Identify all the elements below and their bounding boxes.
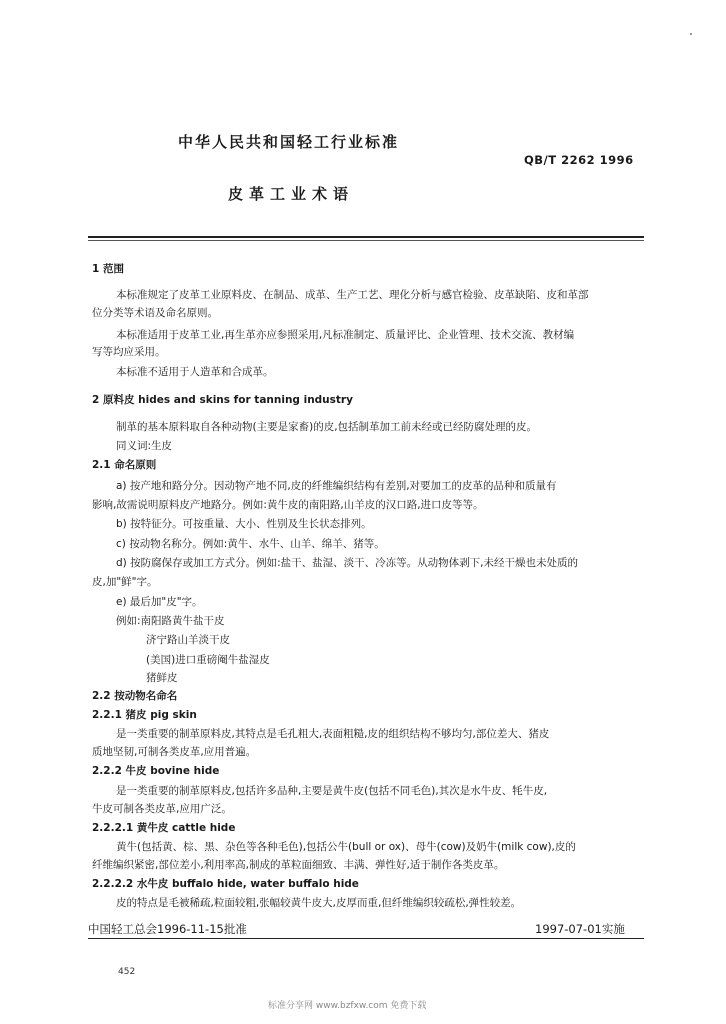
paragraph-line: b) 按特征分。可按重量、大小、性别及生长状态排列。	[116, 518, 372, 530]
section-heading: 1 范围	[92, 263, 124, 275]
paragraph-line: 同义词:生皮	[116, 440, 173, 452]
org-title: 中华人民共和国轻工行业标准	[178, 133, 400, 151]
section-heading: 2.2.2.1 黄牛皮 cattle hide	[92, 822, 236, 834]
paragraph-line: 牛皮可制各类皮革,应用广泛。	[92, 803, 232, 815]
paragraph-line: 猪鲜皮	[146, 672, 178, 684]
header-rule-thin	[88, 240, 644, 241]
section-heading: 2.2.1 猪皮 pig skin	[92, 709, 197, 721]
paragraph-line: 本标准适用于皮革工业,再生革亦应参照采用,凡标准制定、质量评比、企业管理、技术交流、教材编	[116, 329, 575, 341]
paragraph-line: 位分类等术语及命名原则。	[92, 307, 218, 319]
header-rule	[88, 236, 644, 238]
paragraph-line: 纤维编织紧密,部位差小,利用率高,制成的革粒面细致、丰满、弹性好,适于制作各类皮革。	[92, 859, 505, 871]
section-heading: 2 原料皮 hides and skins for tanning industry	[92, 394, 353, 406]
paragraph-line: 是一类重要的制革原料皮,包括许多品种,主要是黄牛皮(包括不同毛色),其次是水牛皮、牦牛皮,	[116, 785, 548, 797]
watermark-text[interactable]: 标准分享网 www.bzfxw.com 免费下载	[268, 1001, 427, 1011]
paragraph-line: 本标准规定了皮革工业原料皮、在制品、成革、生产工艺、理化分析与感官检验、皮革缺陷、皮和革部	[116, 289, 589, 301]
paragraph-line: 是一类重要的制革原料皮,其特点是毛孔粗大,表面粗糙,皮的组织结构不够均匀,部位差大、猪皮	[116, 728, 550, 740]
document-title: 皮革工业术语	[228, 185, 355, 203]
paragraph-line: 济宁路山羊淡干皮	[146, 634, 230, 646]
standard-code: QB/T 2262 1996	[524, 153, 634, 167]
paragraph-line: c) 按动物名称分。例如:黄牛、水牛、山羊、绵羊、猪等。	[116, 538, 385, 550]
section-heading: 2.2.2.2 水牛皮 buffalo hide, water buffalo hide	[92, 878, 359, 890]
section-heading: 2.1 命名原则	[92, 459, 157, 471]
footer-rule	[88, 938, 644, 939]
paragraph-line: 质地坚韧,可制各类皮革,应用普遍。	[92, 746, 257, 758]
paragraph-line: a) 按产地和路分分。因动物产地不同,皮的纤维编织结构有差别,对要加工的皮革的品种和质量有	[116, 480, 557, 492]
paragraph-line: 制革的基本原料取自各种动物(主要是家畜)的皮,包括制革加工前未经或已经防腐处理的皮。	[116, 421, 538, 433]
paragraph-line: 例如:南阳路黄牛盐干皮	[116, 615, 225, 627]
paragraph-line: 黄牛(包括黄、棕、黑、杂色等各种毛色),包括公牛(bull or ox)、母牛(cow)及奶牛(milk cow),皮的	[116, 841, 576, 853]
paragraph-line: (美国)进口重磅阉牛盐湿皮	[146, 654, 270, 666]
paragraph-line: d) 按防腐保存或加工方式分。例如:盐干、盐湿、淡干、冷冻等。从动物体剥下,未经干燥也未处质的	[116, 557, 578, 569]
section-heading: 2.2 按动物名命名	[92, 690, 178, 702]
paragraph-line: 皮,加"鲜"字。	[92, 576, 158, 588]
paragraph-line: e) 最后加"皮"字。	[116, 596, 203, 608]
paragraph-line: 写等均应采用。	[92, 346, 166, 358]
scan-speck	[690, 33, 692, 35]
effective-date: 1997-07-01实施	[535, 922, 625, 936]
section-heading: 2.2.2 牛皮 bovine hide	[92, 765, 220, 777]
paragraph-line: 本标准不适用于人造革和合成革。	[116, 366, 274, 378]
paragraph-line: 影响,故需说明原料皮产地路分。例如:黄牛皮的南阳路,山羊皮的汉口路,进口皮等等。	[92, 499, 484, 511]
page-number: 452	[118, 967, 136, 977]
paragraph-line: 皮的特点是毛被稀疏,粒面较粗,张幅较黄牛皮大,皮厚而重,但纤维编织较疏松,弹性较差。	[116, 897, 522, 909]
approval-date: 中国轻工总会1996-11-15批准	[88, 922, 247, 936]
